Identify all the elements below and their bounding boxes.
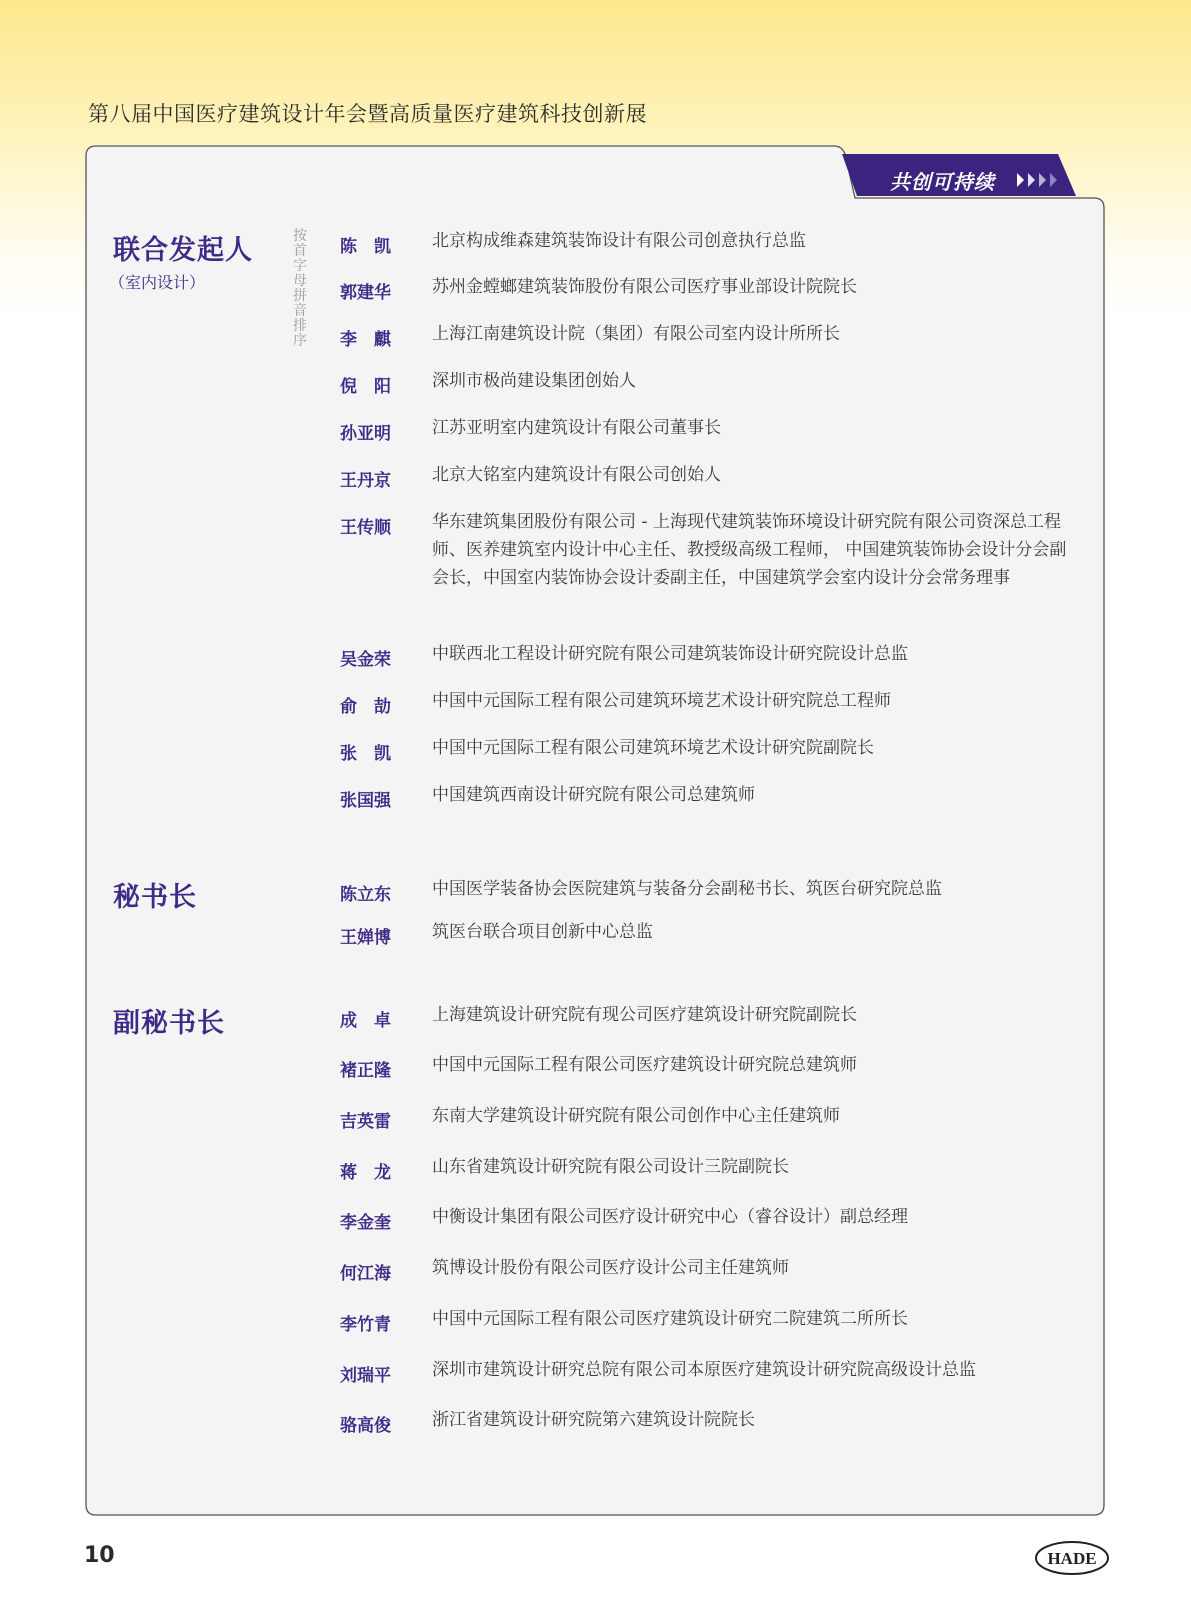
member-name: 陈 凯 (340, 237, 391, 257)
page-number: 10 (84, 1543, 115, 1568)
member-role: 上海江南建筑设计院（集团）有限公司室内设计所所长 (432, 324, 840, 344)
member-role: 江苏亚明室内建筑设计有限公司董事长 (432, 418, 721, 438)
member-name: 蒋 龙 (340, 1163, 391, 1183)
member-name: 倪 阳 (340, 377, 391, 397)
member-role: 中国医学装备协会医院建筑与装备分会副秘书长、筑医台研究院总监 (432, 879, 942, 899)
member-role: 深圳市极尚建设集团创始人 (432, 371, 636, 391)
member-role: 中衡设计集团有限公司医疗设计研究中心（睿谷设计）副总经理 (432, 1207, 908, 1227)
member-name: 王传顺 (340, 518, 391, 538)
member-role: 浙江省建筑设计研究院第六建筑设计院院长 (432, 1410, 755, 1430)
member-role: 筑医台联合项目创新中心总监 (432, 922, 653, 942)
member-name: 郭建华 (340, 283, 391, 303)
member-name: 张国强 (340, 791, 391, 811)
member-name: 王婵博 (340, 928, 391, 948)
member-name: 骆高俊 (340, 1416, 391, 1436)
section-title-founders: 联合发起人 (113, 235, 253, 266)
member-role: 山东省建筑设计研究院有限公司设计三院副院长 (432, 1157, 789, 1177)
member-role: 华东建筑集团股份有限公司 - 上海现代建筑装饰环境设计研究院有限公司资深总工程师、医养建筑室内设计中心主任、教授级高级工程师， 中国建筑装饰协会设计分会副会长，中国室内装饰协会设计委副主任，中国建筑学会室内设计分会常务理事 (432, 512, 1067, 588)
chevrons-right-icon (1016, 171, 1062, 189)
member-role: 深圳市建筑设计研究总院有限公司本原医疗建筑设计研究院高级设计总监 (432, 1360, 976, 1380)
member-role: 中国中元国际工程有限公司医疗建筑设计研究院总建筑师 (432, 1055, 857, 1075)
member-role: 中国中元国际工程有限公司建筑环境艺术设计研究院副院长 (432, 738, 874, 758)
member-name: 李金奎 (340, 1213, 391, 1233)
member-name: 吴金荣 (340, 650, 391, 670)
logo-text: HADE (1047, 1549, 1097, 1568)
member-name: 王丹京 (340, 471, 391, 491)
section-subtitle-interior: （室内设计） (109, 273, 206, 292)
member-name: 张 凯 (340, 744, 391, 764)
member-role: 中国中元国际工程有限公司建筑环境艺术设计研究院总工程师 (432, 691, 891, 711)
member-name: 何江海 (340, 1264, 391, 1284)
member-name: 成 卓 (340, 1011, 391, 1031)
member-role: 中国中元国际工程有限公司医疗建筑设计研究二院建筑二所所长 (432, 1309, 908, 1329)
member-name: 吉英雷 (340, 1112, 391, 1132)
member-name: 褚正隆 (340, 1061, 391, 1081)
member-name: 李 麒 (340, 330, 391, 350)
member-role: 中国建筑西南设计研究院有限公司总建筑师 (432, 785, 755, 805)
member-role: 中联西北工程设计研究院有限公司建筑装饰设计研究院设计总监 (432, 644, 908, 664)
member-name: 李竹青 (340, 1315, 391, 1335)
member-role: 筑博设计股份有限公司医疗设计公司主任建筑师 (432, 1258, 789, 1278)
section-title-deputy-secretary-general: 副秘书长 (113, 1008, 225, 1039)
member-role: 上海建筑设计研究院有现公司医疗建筑设计研究院副院长 (432, 1005, 857, 1025)
member-name: 俞 劼 (340, 697, 391, 717)
member-name: 陈立东 (340, 885, 391, 905)
member-role: 东南大学建筑设计研究院有限公司创作中心主任建筑师 (432, 1106, 840, 1126)
hade-logo (1034, 1540, 1110, 1576)
badge-label: 共创可持续 (890, 170, 995, 194)
member-name: 孙亚明 (340, 424, 391, 444)
section-title-secretary-general: 秘书长 (113, 882, 197, 913)
member-role: 北京构成维森建筑装饰设计有限公司创意执行总监 (432, 231, 806, 251)
member-role: 苏州金螳螂建筑装饰股份有限公司医疗事业部设计院院长 (432, 277, 857, 297)
member-name: 刘瑞平 (340, 1366, 391, 1386)
page-header-title: 第八届中国医疗建筑设计年会暨高质量医疗建筑科技创新展 (88, 102, 647, 126)
member-role: 北京大铭室内建筑设计有限公司创始人 (432, 465, 721, 485)
sort-note: 按首字母拼音排序 (293, 228, 307, 349)
